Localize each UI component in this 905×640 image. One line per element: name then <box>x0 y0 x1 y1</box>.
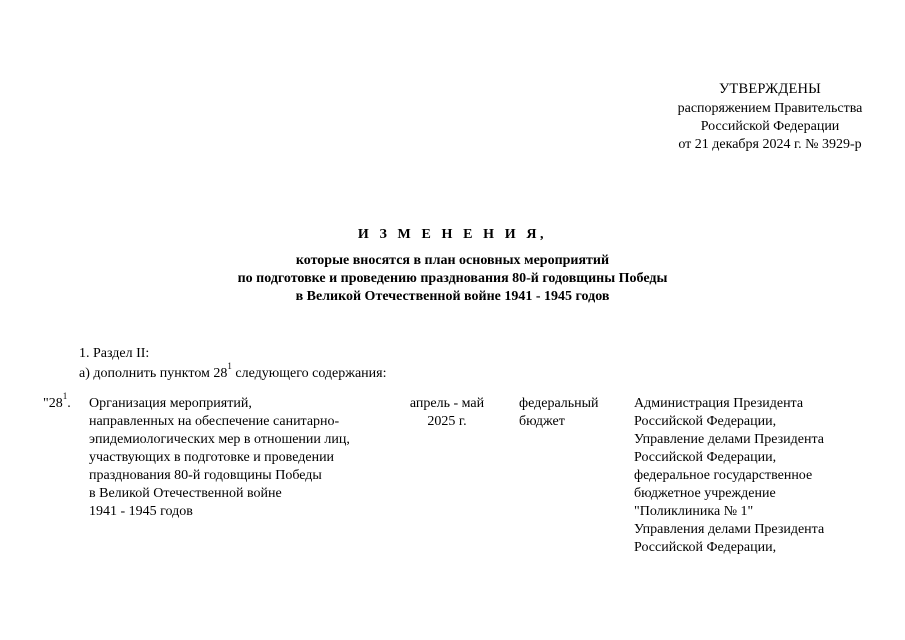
description-line: эпидемиологических мер в отношении лиц, <box>89 432 350 447</box>
responsible-line: Администрация Президента <box>634 396 804 411</box>
funding-line: федеральный <box>519 396 599 411</box>
item-a-text: а) дополнить пунктом 28 <box>79 366 228 381</box>
document-subtitle-line: по подготовке и проведению празднования 80-й годовщины Победы <box>237 271 668 286</box>
date-line: апрель - май <box>409 396 485 411</box>
approval-line: Российской Федерации <box>700 119 840 134</box>
document-title: И З М Е Н Е Н И Я, <box>357 227 548 242</box>
responsible-line: Российской Федерации, <box>634 450 777 465</box>
description-line: в Великой Отечественной войне <box>89 486 282 501</box>
item-a-paragraph <box>79 361 387 383</box>
row-number-superscript: 1 <box>62 391 68 402</box>
responsible-line: Российской Федерации, <box>634 414 777 429</box>
funding-line: бюджет <box>519 414 565 429</box>
row-description <box>89 395 389 521</box>
description-line: празднования 80-й годовщины Победы <box>89 468 322 483</box>
responsible-line: бюджетное учреждение <box>634 486 776 501</box>
row-date <box>395 395 499 431</box>
date-line: 2025 г. <box>427 414 467 429</box>
responsible-line: Управление делами Президента <box>634 432 824 447</box>
item-a-superscript: 1 <box>227 361 232 372</box>
document-subtitle-line: которые вносятся в план основных мероприятий <box>295 253 610 268</box>
approval-stamp <box>600 80 905 154</box>
row-number <box>43 391 71 413</box>
approval-line: распоряжением Правительства <box>677 101 863 116</box>
document-heading <box>150 226 755 306</box>
responsible-line: Управления делами Президента <box>634 522 825 537</box>
description-line: 1941 - 1945 годов <box>89 504 193 519</box>
description-line: Организация мероприятий, <box>89 396 252 411</box>
approval-line: от 21 декабря 2024 г. № 3929-р <box>678 137 862 152</box>
description-line: направленных на обеспечение санитарно- <box>89 414 340 429</box>
approval-title: УТВЕРЖДЕНЫ <box>718 81 822 97</box>
description-line: участвующих в подготовке и проведении <box>89 450 335 465</box>
section-paragraph: 1. Раздел II: <box>79 346 150 361</box>
item-a-text-rest: следующего содержания: <box>231 366 387 381</box>
row-number-suffix: . <box>67 396 71 411</box>
responsible-line: федеральное государственное <box>634 468 813 483</box>
row-funding-source <box>519 395 629 431</box>
responsible-line: Российской Федерации, <box>634 540 777 555</box>
document-subtitle-line: в Великой Отечественной войне 1941 - 1945 годов <box>295 289 610 304</box>
responsible-line: "Поликлиника № 1" <box>634 504 754 519</box>
row-responsible <box>634 395 874 557</box>
row-number-prefix: "28 <box>43 396 63 411</box>
